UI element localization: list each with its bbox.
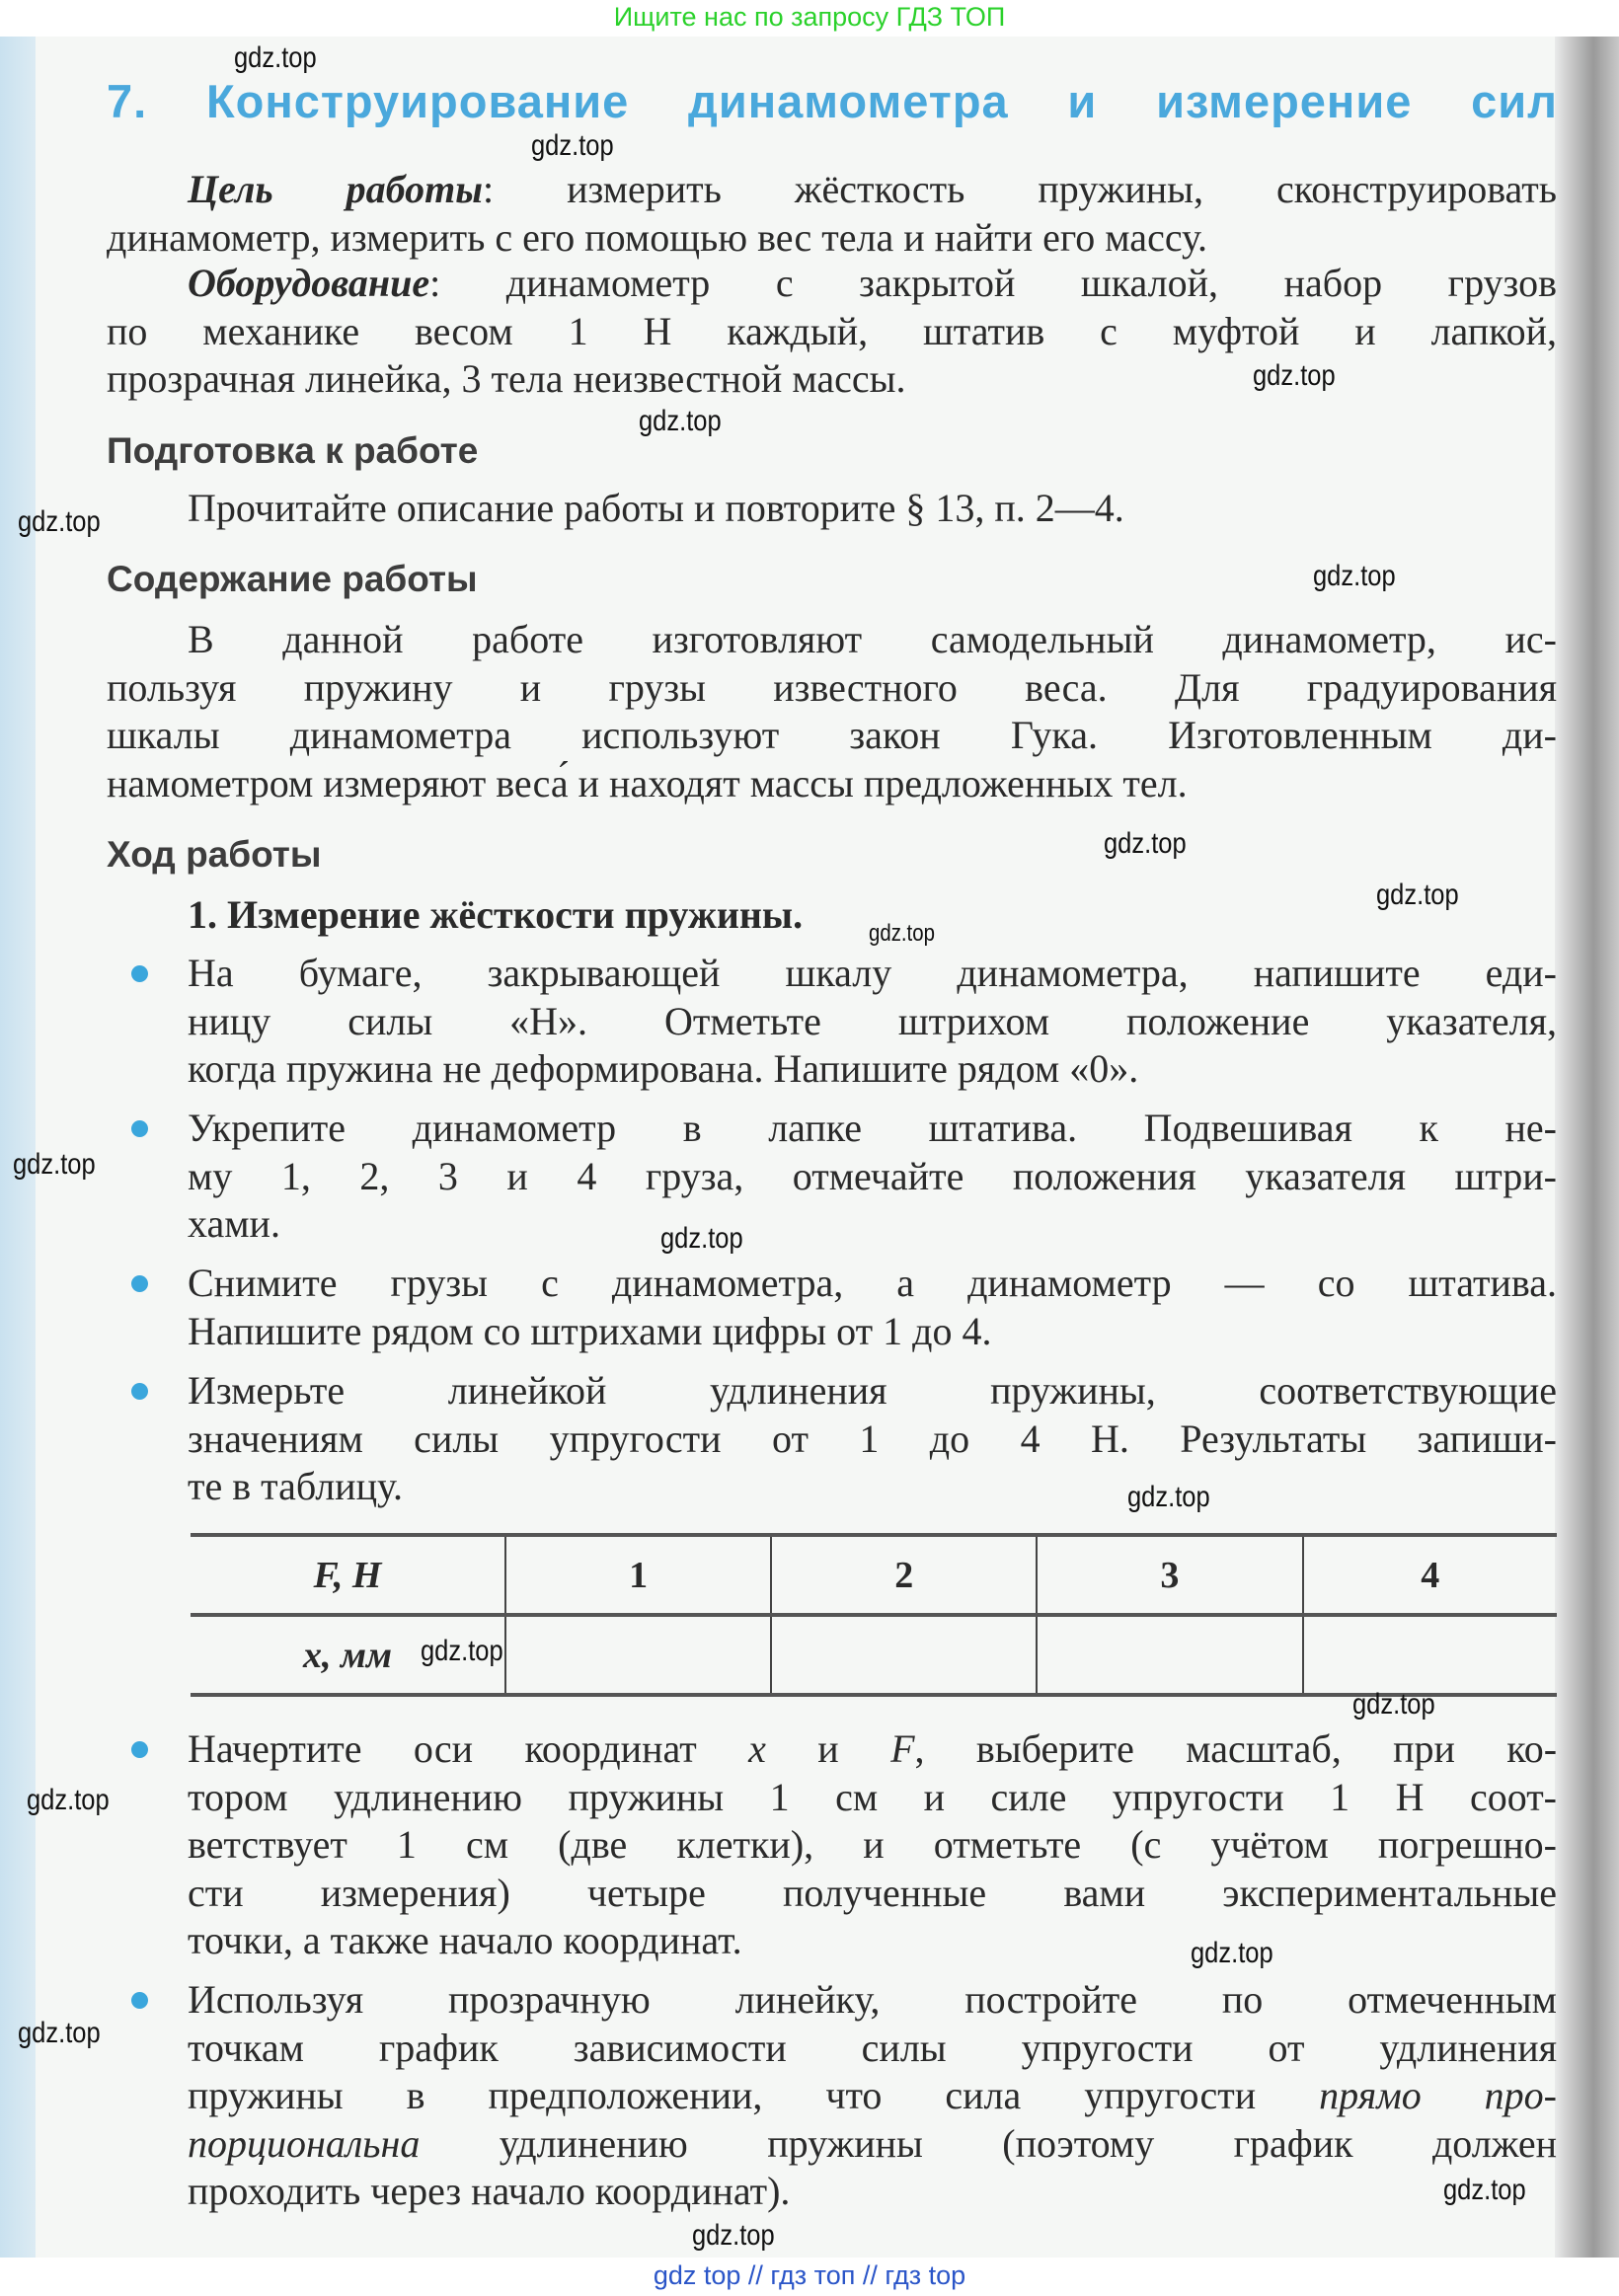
text-segment: прозрачная линейка, 3 тела неизвестной массы. [107,356,906,401]
watermark: gdz.top [660,1222,743,1255]
watermark: gdz.top [13,1148,96,1181]
extension-label: x, мм [302,1634,393,1676]
text-segment: точкам график зависимости силы упругости от удлинения [188,2025,1557,2070]
text-segment: те в таблицу. [188,1464,403,1508]
bullet-icon [131,1275,148,1292]
text-line [107,485,1557,533]
watermark: gdz.top [869,920,935,947]
table-cell: 1 [505,1535,771,1615]
text-segment: проходить через начало координат). [188,2169,791,2213]
heading-content: Содержание работы [107,559,478,599]
search-banner: Ищите нас по запросу ГДЗ ТОП [0,0,1619,37]
text-line [188,1105,1557,1153]
text-segment: : измерить жёсткость пружины, сконструировать [482,167,1557,211]
watermark: gdz.top [1191,1937,1273,1969]
bullet-icon [131,1120,148,1137]
text-line [188,1976,1557,2025]
text-line [107,260,1557,308]
text-segment: удлинению пружины (поэтому график должен [420,2120,1557,2166]
text-line [188,1774,1557,1822]
text-segment: Напишите рядом со штрихами цифры от 1 до 4. [188,1308,992,1353]
text-line [188,1416,1557,1464]
table-cell: 4 [1303,1535,1557,1615]
bullet-icon [131,1383,148,1400]
text-segment: когда пружина не деформирована. Напишите рядом «0». [188,1046,1139,1091]
text-segment: Укрепите динамометр в лапке штатива. Подвешивая к не- [188,1106,1557,1150]
text-line [188,1367,1557,1416]
preparation-paragraph [107,485,1557,533]
watermark: gdz.top [421,1635,503,1667]
bullet-item [188,1976,1557,2216]
text-line [107,214,1557,263]
text-line [107,355,1557,404]
text-segment: На бумаге, закрывающей шкалу динамометра, напишите еди- [188,951,1557,995]
text-line [188,2120,1557,2169]
table-row-extension [191,1615,1557,1695]
measurement-table [191,1533,1557,1697]
text-segment: x [748,1726,766,1771]
text-segment: ветствует 1 см (две клетки), и отметьте (с учётом погрешно- [188,1822,1557,1867]
text-line [188,1153,1557,1201]
watermark: gdz.top [18,505,101,538]
watermark: gdz.top [1104,827,1187,860]
watermark: gdz.top [531,129,614,162]
text-segment: В данной работе изготовляют самодельный динамометр, ис- [188,617,1557,661]
bullet-item [188,1367,1557,1511]
watermark: gdz.top [1127,1481,1210,1513]
equipment-paragraph [107,260,1557,404]
text-line [188,1463,1557,1511]
text-line [188,2072,1557,2120]
text-line [188,1917,1557,1965]
watermark: gdz.top [27,1784,110,1816]
page-spine-shadow [1555,37,1619,2258]
text-segment: Снимите грузы с динамометра, а динамометр — со штатива. [188,1261,1557,1305]
text-line [188,1870,1557,1918]
watermark: gdz.top [639,405,722,437]
text-line [188,2025,1557,2073]
text-segment: ницу силы «Н». Отметьте штрихом положение указателя, [188,998,1557,1043]
bullet-item [188,1105,1557,1249]
footer-links: gdz top // гдз топ // гдз top [0,2258,1619,2296]
text-segment: прямо про- [1319,2073,1558,2117]
text-line [188,1821,1557,1870]
text-segment: Прочитайте описание работы и повторите § 13, п. 2—4. [188,486,1124,530]
text-segment: пользуя пружину и грузы известного веса. Для градуирования [107,664,1557,710]
table-cell [1037,1615,1302,1695]
table-cell [771,1615,1037,1695]
watermark: gdz.top [234,41,317,74]
text-segment: 1. Измерение жёсткости пружины. [188,892,804,937]
text-segment: Используя прозрачную линейку, постройте по отмеченным [188,1977,1557,2022]
table-label-force [191,1535,505,1615]
text-segment: точки, а также начало координат. [188,1918,742,1962]
text-segment: Начертите оси координат [188,1726,749,1771]
content-paragraph [107,616,1557,807]
table-cell: 2 [771,1535,1037,1615]
text-segment: значениям силы упругости от 1 до 4 Н. Результаты запиши- [188,1416,1557,1461]
text-segment: намометром измеряют веса́ и находят массы предложенных тел. [107,760,1188,805]
bullet-icon [131,1741,148,1758]
text-segment: хами. [188,1201,280,1246]
text-segment: Оборудование [188,261,430,305]
text-segment: и [765,1726,891,1771]
watermark: gdz.top [1253,359,1336,392]
text-segment: шкалы динамометра используют закон Гука. Изготовленным ди- [107,713,1557,757]
text-segment: му 1, 2, 3 и 4 груза, отмечайте положения указателя штри- [188,1153,1557,1198]
text-line [188,1260,1557,1308]
goal-paragraph [107,166,1557,262]
watermark: gdz.top [1376,879,1459,911]
table-cell [1303,1615,1557,1695]
text-line [188,2168,1557,2216]
bullet-icon [131,1992,148,2009]
watermark: gdz.top [1313,560,1396,592]
watermark: gdz.top [18,2017,101,2049]
text-line [188,998,1557,1046]
watermark: gdz.top [1443,2174,1526,2206]
table-row-force [191,1535,1557,1615]
bullet-item [188,1725,1557,1965]
text-segment: Цель работы [188,167,483,211]
text-segment: пружины в предположении, что сила упругости [188,2073,1320,2117]
watermark: gdz.top [692,2219,775,2252]
force-label: F, Н [313,1554,382,1596]
page-left-margin [0,37,36,2258]
text-segment: тором удлинению пружины 1 см и силе упругости 1 Н соот- [188,1774,1557,1819]
text-segment: сти измерения) четыре полученные вами экспериментальные [188,1870,1557,1915]
text-line [107,308,1557,356]
text-line [188,1200,1557,1249]
text-line [107,712,1557,760]
text-segment: , выберите масштаб, при ко- [914,1726,1558,1771]
text-line [107,166,1557,214]
bullet-item [188,950,1557,1094]
table-cell [505,1615,771,1695]
text-segment: динамометр, измерить с его помощью вес тела и найти его массу. [107,214,1208,260]
text-line [107,616,1557,664]
bullet-icon [131,965,148,982]
table-cell: 3 [1037,1535,1302,1615]
bullet-item [188,1260,1557,1355]
text-line [107,664,1557,713]
heading-preparation: Подготовка к работе [107,430,479,471]
text-segment: порциональна [188,2120,421,2166]
text-segment: F [890,1726,915,1771]
text-line [188,1045,1557,1094]
text-line [188,1725,1557,1774]
page-title: 7. Конструирование динамометра и измерение сил [107,75,1558,127]
text-line [188,950,1557,998]
heading-procedure: Ход работы [107,834,322,875]
text-segment: по механике весом 1 Н каждый, штатив с муфтой и лапкой, [107,308,1557,353]
text-segment: Измерьте линейкой удлинения пружины, соответствующие [188,1368,1557,1413]
text-segment: : динамометр с закрытой шкалой, набор грузов [429,261,1557,305]
text-line [188,1308,1557,1356]
watermark: gdz.top [1352,1688,1435,1721]
text-line [107,760,1557,808]
